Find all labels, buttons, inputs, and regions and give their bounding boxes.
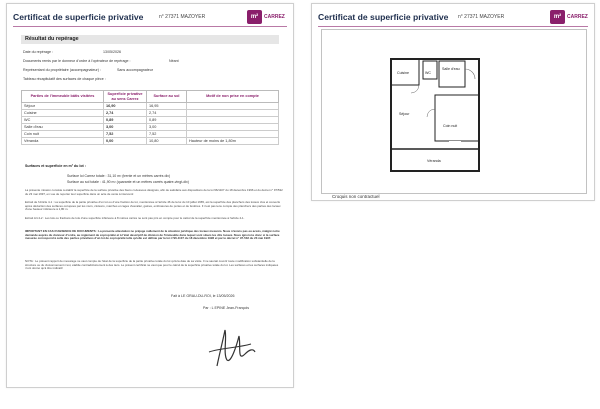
handwritten-signature <box>203 326 259 372</box>
certificate-number: n° 27371 MAZOYER <box>458 14 505 20</box>
page-header <box>318 10 588 26</box>
exclusion-reason <box>187 124 279 131</box>
carrez-surface: 3,00 <box>104 124 147 131</box>
page-title: Certificat de superficie privative <box>13 12 144 22</box>
room-name: Véranda <box>22 138 104 145</box>
column-header: Parties de l'immeuble bâtis visitées <box>22 91 104 103</box>
table-header-row <box>22 91 279 103</box>
article-4-2-paragraph: Extrait Art.4-2 : Les lots ou fractions de lots d'une superficie inférieure à 8 mètres carrés ne sont pas pris en compte pour le calcul de la superficie mentionnée à l'article 4-1. <box>25 216 245 220</box>
room-label-bathroom: Salle d'eau <box>442 67 460 71</box>
header-divider <box>318 26 588 27</box>
exclusion-reason: Hauteur de moins de 1,80m <box>187 138 279 145</box>
page-title: Certificat de superficie privative <box>318 12 449 22</box>
logo-text: CARREZ <box>264 14 285 20</box>
info-label: Date du repérage : <box>23 50 53 54</box>
room-name: Salle d'eau <box>22 124 104 131</box>
carrez-surface: 16,90 <box>104 103 147 110</box>
room-label-sleeping: Coin nuit <box>443 124 458 128</box>
room-label-kitchen: Cuisine <box>397 71 409 75</box>
article-4-1-paragraph: Extrait de l'Article 4-1 : La superficie de la partie privative d'un lot ou d'une fraction de lot, mentionnée à l'article 46 de la loi du 10 juillet 1965, est la superficie des planchers des locaux clos et couverts après déduction des surfaces occupées par les murs, cloisons, marches et cages d'escalier, gaines, embrasures de portes et de fenêtres. Il n'est pas tenu compte des planchers des parties des locaux d'une hauteur inférieure à 1,80 m. <box>25 200 281 212</box>
certificate-number: n° 27371 MAZOYER <box>159 14 206 20</box>
floor-surface: 2,74 <box>147 110 187 117</box>
table-row <box>22 110 279 117</box>
room-name: Séjour <box>22 103 104 110</box>
info-label: Documents remis par le donneur d'ordre à l'opérateur de repérage : <box>23 59 131 63</box>
carrez-surface: 7,52 <box>104 131 147 138</box>
floor-surface: 0,89 <box>147 117 187 124</box>
signatory-name: Par : L EPINE Jean-François <box>203 306 250 310</box>
table-row <box>22 138 279 145</box>
floor-plan <box>321 29 587 194</box>
carrez-surface: 2,74 <box>104 110 147 117</box>
totals-heading: Surfaces et superficie en m² du lot : <box>25 164 86 168</box>
header-divider <box>13 26 287 27</box>
table-row <box>22 103 279 110</box>
info-value: 13/05/2026 <box>103 50 121 54</box>
floor-surface: 7,52 <box>147 131 187 138</box>
room-name: Cuisine <box>22 110 104 117</box>
logo-text: CARREZ <box>567 14 588 20</box>
exclusion-reason <box>187 117 279 124</box>
floor-plan-page <box>311 3 595 201</box>
info-label: Tableau récapitulatif des surfaces de chaque pièce : <box>23 77 106 81</box>
info-value: Sans accompagnateur <box>117 68 153 72</box>
carrez-surface: 0,89 <box>104 117 147 124</box>
total-floor: Surface au sol totale : 41,90 m² (quarante et un mètres carrés quatre-vingt-dix) <box>67 180 189 184</box>
table-row <box>22 117 279 124</box>
floor-surface: 10,80 <box>147 138 187 145</box>
exclusion-reason <box>187 110 279 117</box>
room-name: Coin nuit <box>22 131 104 138</box>
total-carrez: Surface loi Carrez totale : 31,10 m² (trente et un mètres carrés dix) <box>67 174 171 178</box>
column-header: Superficie privative au sens Carrez <box>104 91 147 103</box>
room-name: WC <box>22 117 104 124</box>
room-label-veranda: Véranda <box>427 159 441 163</box>
signature-place-date: Fait à LE GRAU-DU-ROI, le 13/05/2026 <box>171 294 235 298</box>
nota-paragraph: NOTA : Le présent rapport de mesurage ne vaut compte de l'état de la superficie de la partie privative totale du lot qu'à la date de sa visite. Il ne saurait couvrir toute modification substantielle de la structure ou du cloisonnement n'est, établie contradictoirement à des tiers. Le présent certificat ne vaut que pour le calcul de la superficie privative totale du lot. Les surfaces et les surfaces indiquées n'ont donné qu'à titre indicatif. <box>25 259 279 271</box>
info-value: Néant <box>169 59 179 63</box>
room-label-wc: WC <box>425 71 431 75</box>
carrez-surface: 0,00 <box>104 138 147 145</box>
section-title: Résultat du repérage <box>21 35 279 44</box>
exclusion-reason <box>187 131 279 138</box>
info-label: Représentant du propriétaire (accompagnateur) : <box>23 68 101 72</box>
m2-logo-icon: m² <box>550 10 565 24</box>
table-row <box>22 131 279 138</box>
column-header: Motif de non prise en compte <box>187 91 279 103</box>
surface-table <box>21 90 279 145</box>
mission-paragraph: La présente mission consiste à établir la superficie de la surface privative des biens ci-dessous désignés, afin de satisfaire aux dispositions de la loi 96/1107 du 18 décembre 1996 et du décret n° 97/532 du 23 mai 1997, en vue de reporter leur superficie dans un acte de vente à intervenir. <box>25 188 283 196</box>
table-row <box>22 124 279 131</box>
floor-surface: 3,00 <box>147 124 187 131</box>
exclusion-reason <box>187 103 279 110</box>
column-header: Surface au sol <box>147 91 187 103</box>
certificate-page <box>6 3 294 388</box>
plan-caption: Croquis non contractuel <box>332 194 380 199</box>
page-header <box>13 10 287 26</box>
m2-logo-icon: m² <box>247 10 262 24</box>
important-notice: IMPORTANT EN CAS D'ABSENCE DE DOCUMENTS : La présente attestation ne préjuge nullement de la situation juridique des locaux mesurés. Nous n'avons pas eu accès, malgré notre demande auprès du donneur d'ordre, au règlement de copropriété et à l'état descriptif de division de l'immeuble dans lequel sont situés les dits locaux. Nous ignorons donc si la surface mesurée correspond à celle des parties privatives d'un lot de copropriété telle qu'elle est définie par la loi n°96-1107 du 18 décembre 1996 et par le décret n° 97-532 du 23 mai 1997. <box>25 229 280 241</box>
floor-surface: 16,95 <box>147 103 187 110</box>
room-label-living: Séjour <box>399 112 410 116</box>
